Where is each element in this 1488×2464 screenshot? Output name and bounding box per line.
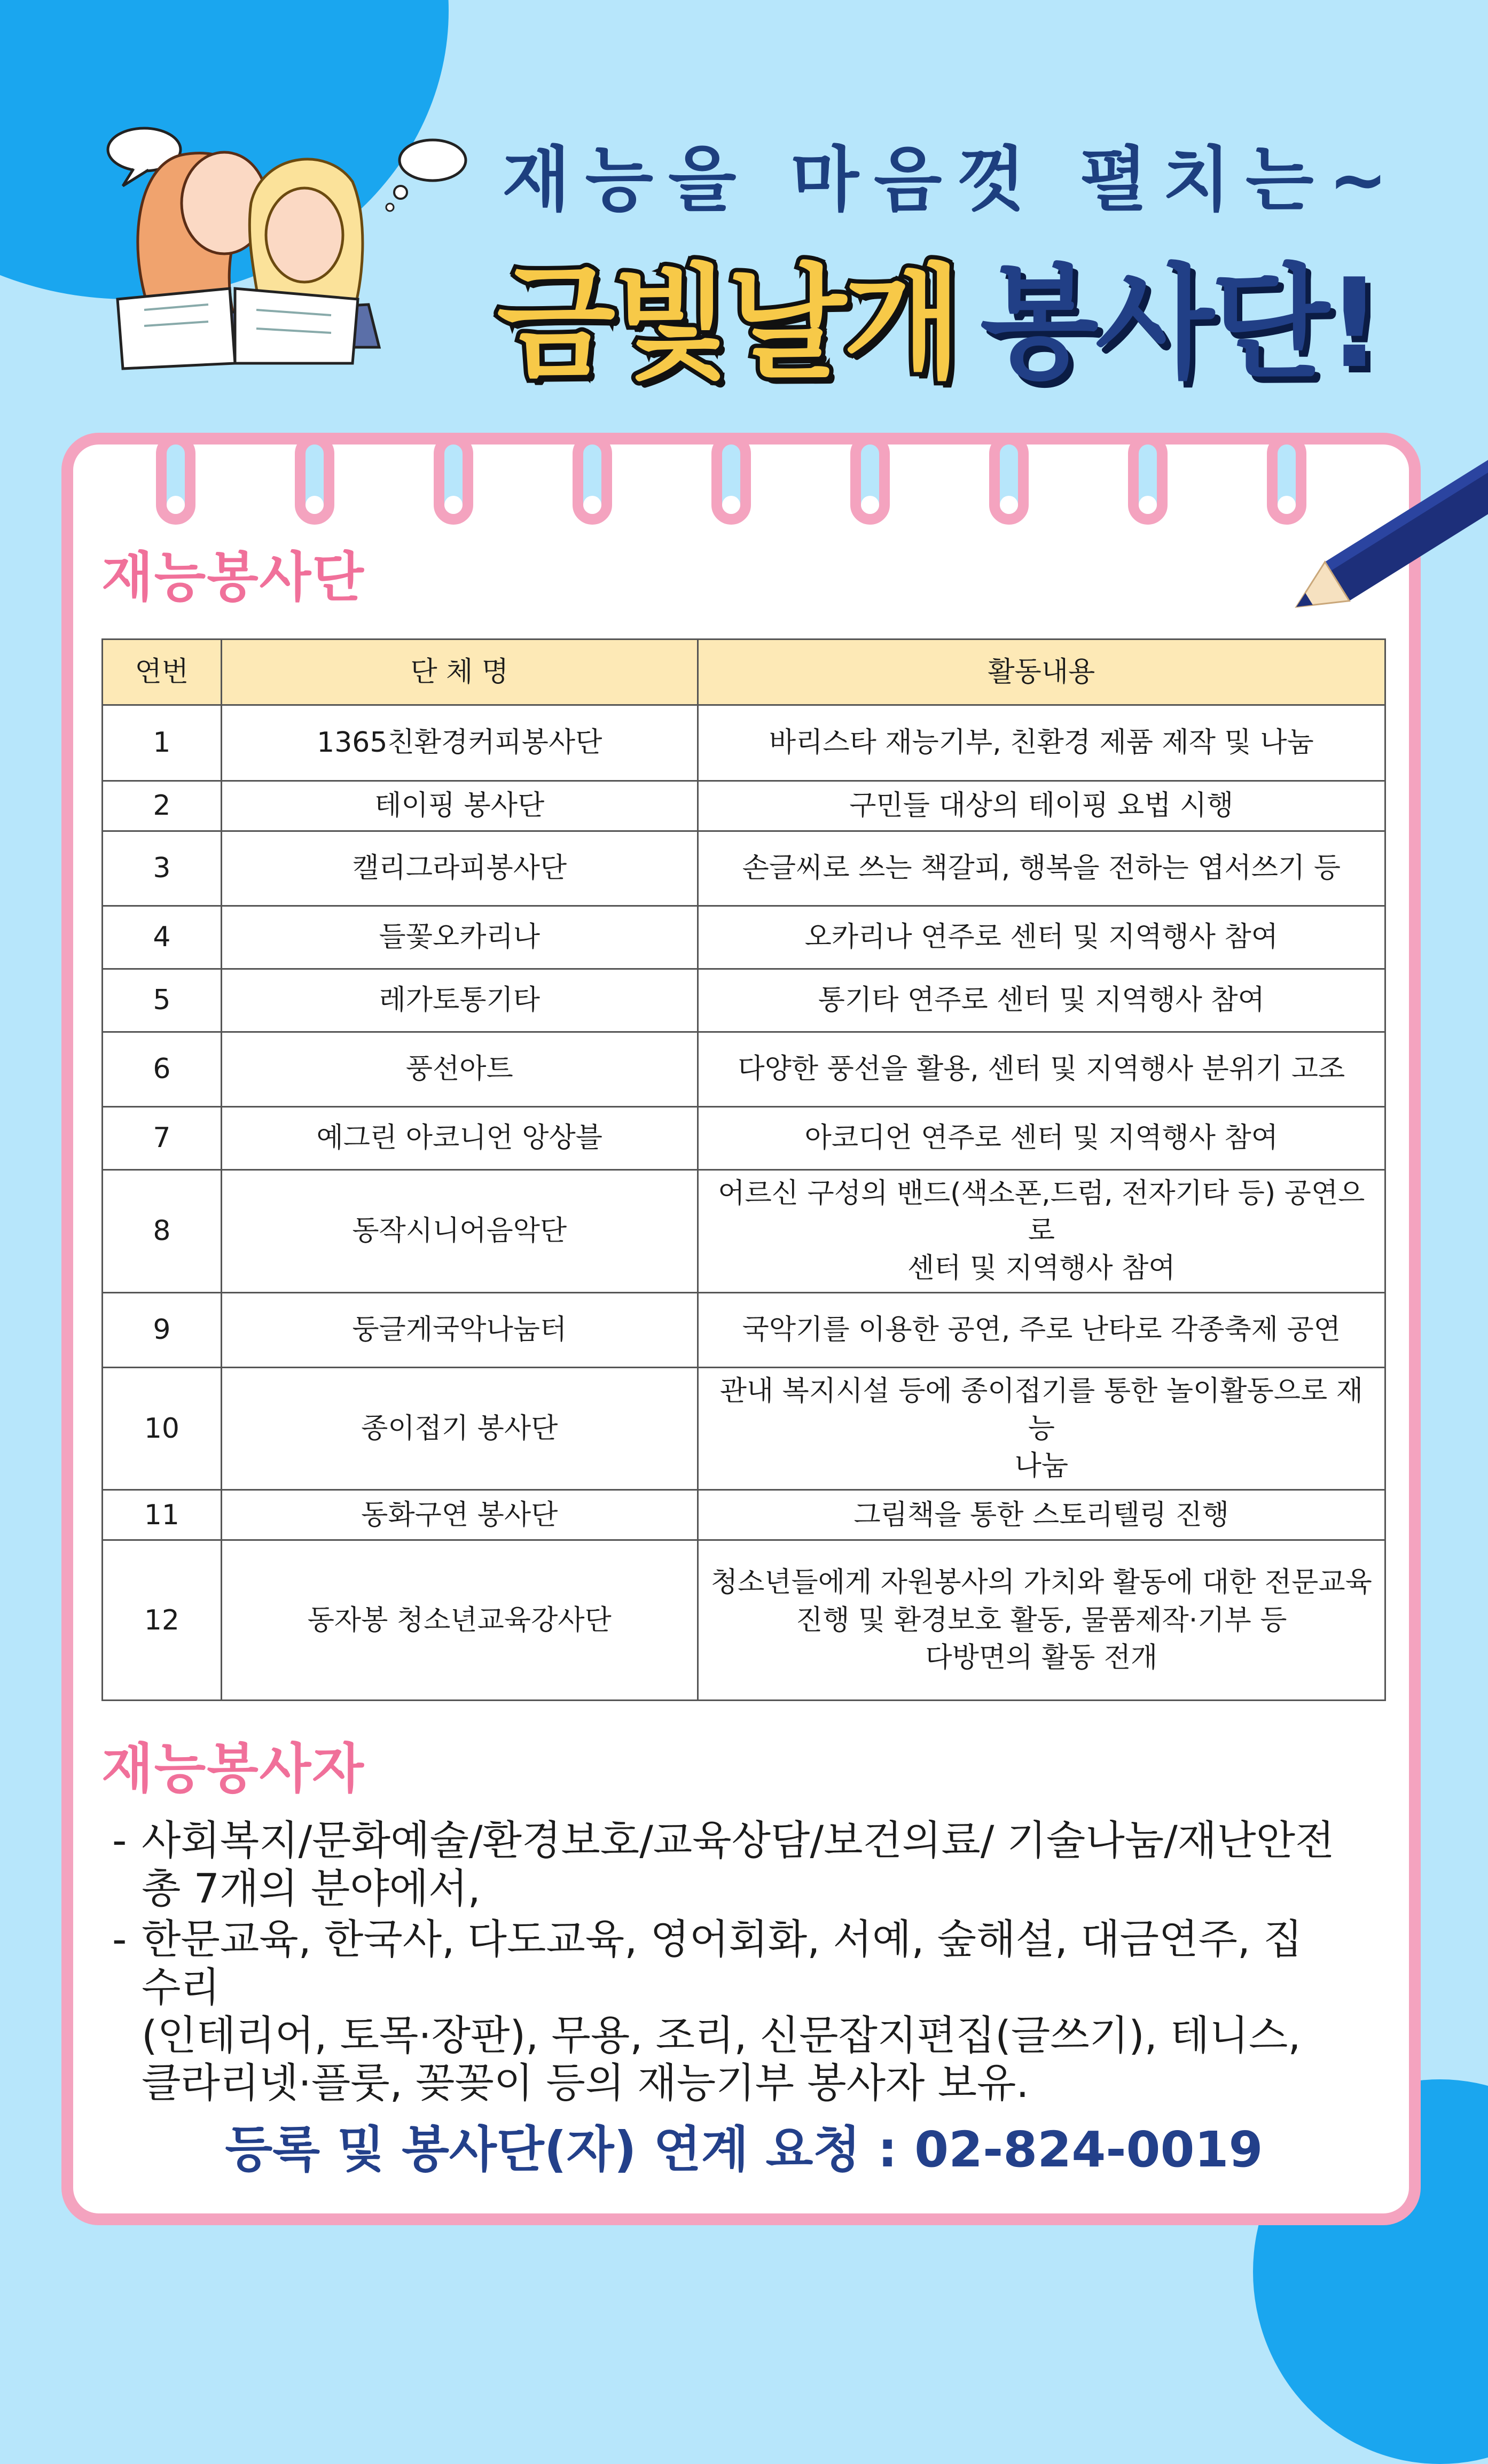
binder-ring <box>1128 434 1168 525</box>
bullet-line: 클라리넷·플룻, 꽂꽂이 등의 재능기부 봉사자 보유. <box>142 2059 1029 2107</box>
column-header-number: 연번 <box>103 640 222 705</box>
contact-info: 등록 및 봉사단(자) 연계 요청 : 02-824-0019 <box>225 2121 1263 2178</box>
reading-women-illustration <box>101 123 475 374</box>
page-title <box>497 224 1405 395</box>
activity-description <box>698 1032 1385 1107</box>
row-number: 10 <box>103 1367 222 1490</box>
table-row <box>103 1367 1385 1490</box>
bullet-line: 사회복지/문화예술/환경보호/교육상담/보건의료/ 기술나눔/재난안전 <box>142 1816 1335 1864</box>
activity-line: 바리스타 재능기부, 친환경 제품 제작 및 나눔 <box>769 727 1314 759</box>
table-row <box>103 969 1385 1032</box>
row-number: 2 <box>103 781 222 831</box>
group-name: 풍선아트 <box>221 1032 698 1107</box>
activity-line: 나눔 <box>1014 1449 1069 1482</box>
activity-description <box>698 705 1385 781</box>
bullet-line: (인테리어, 토목·장판), 무용, 조리, 신문잡지편집(글쓰기), 테니스, <box>142 2011 1301 2059</box>
column-header-activity: 활동내용 <box>698 640 1385 705</box>
activity-description <box>698 831 1385 906</box>
header-subtitle: 재능을 마음껏 펼치는~ <box>502 139 1403 221</box>
activity-line: 구민들 대상의 테이핑 요법 시행 <box>849 790 1234 822</box>
activity-description <box>698 906 1385 969</box>
bullet-dash: - <box>112 1816 127 1864</box>
activity-line: 국악기를 이용한 공연, 주로 난타로 각종축제 공연 <box>742 1313 1341 1346</box>
column-header-group-name: 단 체 명 <box>221 640 698 705</box>
activity-line: 손글씨로 쓰는 책갈피, 행복을 전하는 엽서쓰기 등 <box>742 852 1341 885</box>
bullet-item <box>112 1816 1341 1912</box>
binder-ring <box>989 434 1029 525</box>
activity-description <box>698 1107 1385 1170</box>
title-part-volunteer-group: 봉사단! <box>980 253 1380 395</box>
row-number: 12 <box>103 1540 222 1701</box>
row-number: 3 <box>103 831 222 906</box>
group-name: 동작시니어음악단 <box>221 1170 698 1293</box>
activity-line: 아코디언 연주로 센터 및 지역행사 참여 <box>804 1122 1279 1155</box>
binder-ring <box>434 434 473 525</box>
binder-ring <box>156 434 195 525</box>
activity-description <box>698 969 1385 1032</box>
row-number: 8 <box>103 1170 222 1293</box>
bullet-item <box>112 1915 1341 2107</box>
group-name: 종이접기 봉사단 <box>221 1367 698 1490</box>
activity-description <box>698 1540 1385 1701</box>
row-number: 5 <box>103 969 222 1032</box>
volunteer-group-table <box>101 638 1386 1701</box>
table-header-row <box>103 640 1385 705</box>
activity-line: 다양한 풍선을 활용, 센터 및 지역행사 분위기 고조 <box>738 1053 1345 1086</box>
group-name: 레가토통기타 <box>221 969 698 1032</box>
bullet-text <box>142 1915 1341 2107</box>
volunteer-fields-list <box>112 1816 1341 2110</box>
title-part-golden-wings: 금빛날개 <box>497 253 959 395</box>
row-number: 7 <box>103 1107 222 1170</box>
binder-ring <box>573 434 612 525</box>
binder-ring <box>711 434 751 525</box>
row-number: 6 <box>103 1032 222 1107</box>
activity-line: 어르신 구성의 밴드(색소폰,드럼, 전자기타 등) 공연으로 <box>718 1178 1365 1247</box>
group-name: 테이핑 봉사단 <box>221 781 698 831</box>
group-name: 1365친환경커피봉사단 <box>221 705 698 781</box>
table-row <box>103 1292 1385 1367</box>
group-name: 동자봉 청소년교육강사단 <box>221 1540 698 1701</box>
group-name: 동화구연 봉사단 <box>221 1490 698 1540</box>
section-title-talent-volunteers: 재능봉사자 <box>101 1737 365 1800</box>
section-title-talent-groups: 재능봉사단 <box>101 546 365 609</box>
group-name: 둥글게국악나눔터 <box>221 1292 698 1367</box>
binder-ring <box>295 434 334 525</box>
row-number: 9 <box>103 1292 222 1367</box>
bullet-dash: - <box>112 1915 127 1963</box>
table-row <box>103 1170 1385 1293</box>
row-number: 1 <box>103 705 222 781</box>
row-number: 4 <box>103 906 222 969</box>
binder-ring <box>850 434 890 525</box>
table-row <box>103 705 1385 781</box>
activity-description <box>698 1490 1385 1540</box>
pencil-icon <box>1258 459 1488 641</box>
activity-line: 그림책을 통한 스토리텔링 진행 <box>853 1499 1229 1531</box>
group-name: 들꽃오카리나 <box>221 906 698 969</box>
row-number: 11 <box>103 1490 222 1540</box>
activity-description <box>698 1292 1385 1367</box>
activity-line: 센터 및 지역행사 참여 <box>907 1252 1176 1285</box>
table-row <box>103 781 1385 831</box>
activity-line: 오카리나 연주로 센터 및 지역행사 참여 <box>804 921 1279 954</box>
activity-line: 청소년들에게 자원봉사의 가치와 활동에 대한 전문교육 <box>710 1566 1372 1599</box>
table-row <box>103 1540 1385 1701</box>
table-row <box>103 1107 1385 1170</box>
table-row <box>103 906 1385 969</box>
bullet-line: 총 7개의 분야에서, <box>142 1864 481 1912</box>
table-row <box>103 1032 1385 1107</box>
activity-description <box>698 781 1385 831</box>
group-name: 예그린 아코니언 앙상블 <box>221 1107 698 1170</box>
table-row <box>103 831 1385 906</box>
table-row <box>103 1490 1385 1540</box>
bullet-line: 한문교육, 한국사, 다도교육, 영어회화, 서예, 숲해설, 대금연주, 집수리 <box>142 1915 1303 2011</box>
thought-bubble-icon <box>386 140 466 211</box>
activity-line: 진행 및 환경보호 활동, 물품제작·기부 등 <box>796 1604 1287 1636</box>
activity-description <box>698 1367 1385 1490</box>
activity-line: 통기타 연주로 센터 및 지역행사 참여 <box>818 984 1265 1017</box>
activity-description <box>698 1170 1385 1293</box>
activity-line: 관내 복지시설 등에 종이접기를 통한 놀이활동으로 재능 <box>719 1375 1363 1445</box>
activity-line: 다방면의 활동 전개 <box>925 1641 1158 1674</box>
bullet-text <box>142 1816 1334 1912</box>
group-name: 캘리그라피봉사단 <box>221 831 698 906</box>
